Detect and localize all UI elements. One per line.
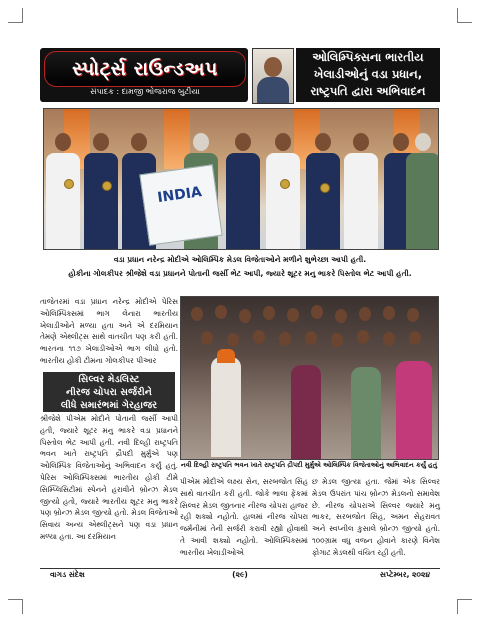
- editor-photo: [252, 48, 294, 104]
- headline-line-3: રાષ્ટ્રપતિ દ્વારા અભિવાદન: [310, 84, 426, 98]
- article-column-left-top: તાજેતરમાં વડા પ્રધાન નરેન્દ્ર મોદીએ પેરિસ ઓલિમ્પિક્સમાં ભાગ લેનારા ભારતીય ખેલાડીઓને મળ્યા હતા અને એ દરમિયાન તેમણે એથ્લીટ્સ સાથે વાતચીત પણ કરી હતી. ભારતના ૧૧૭ ખેલાડીઓએ ભાગ લીધો હતો. ભારતીય હોકી ટીમના ગોલકીપર પીઆર: [40, 297, 178, 365]
- mid-photo-president-with-athletes: [180, 296, 439, 460]
- crop-mark-bottom-left: [8, 599, 23, 614]
- crop-mark-bottom-right: [457, 599, 472, 614]
- mid-photo-caption: નવી દિલ્હી રાષ્ટ્રપતિ ભવન ખાતે રાષ્ટ્રપતિ દ્રૌપદી મુર્મુએ ઓલિમ્પિક વિજેતાઓનું અભિવાદન કર્યું હતું: [180, 461, 438, 469]
- headline-box: [296, 48, 440, 102]
- subheading-line-2: નીરજ ચોપરા સર્જરીને: [66, 387, 152, 398]
- subheading-line-1: સિલ્વર મેડલિસ્ટ: [78, 374, 140, 385]
- editor-credit: સંપાદક : દામજી ભોજરાજ બુટીયા: [90, 87, 200, 96]
- crop-mark-top-right: [457, 8, 472, 23]
- page-footer: [40, 570, 440, 582]
- india-jersey: INDIA: [139, 164, 222, 246]
- top-photo-pm-with-athletes: [43, 108, 439, 250]
- headline-line-2: ખેલાડીઓનું વડા પ્રધાન,: [313, 67, 423, 81]
- article-column-middle: પીએમ મોદીએ લક્ષ્ય સેન, સરબજોત સિંહ સાથે વાતચીત કરી હતી. જોકે ભાલા ફેંકમાં સિલ્વર મેડલ જીતનાર નીરજ ચોપરા હાજર રહી શક્યો નહોતો. હાલમાં નીરજ ચોપરા જર્મનીમાં તેની સર્જરી કરાવી રહ્યો હોવાથી તે આવી શક્યો નહોતો. ઓલિમ્પિક્સમાં ભારતીય ખેલાડીઓએ: [180, 477, 308, 557]
- page-number: (૨૯): [232, 570, 248, 579]
- crop-mark-top-left: [8, 8, 23, 23]
- masthead: [40, 46, 440, 104]
- headline-line-1: ઓલિમ્પિક્સના ભારતીય: [312, 50, 424, 64]
- subheading-line-3: લીધે સમારંભમાં ગેરહાજર: [60, 400, 158, 411]
- issue-date: સપ્ટેમ્બર, ૨૦૨૪: [379, 570, 430, 579]
- top-photo-caption: [40, 253, 440, 281]
- caption-line-2: હોકીના ગોલકીપર શ્રીજેશે વડા પ્રધાનને પોતાની જર્સી ભેટ આપી, જ્યારે શૂટર મનુ ભાકરે પિસ્તોલ ભેટ આપી હતી.: [68, 269, 412, 278]
- caption-line-1: વડા પ્રધાન નરેન્દ્ર મોદીએ ઓલિમ્પિક મેડલ વિજેતાઓને મળીને શુભેચ્છા આપી હતી.: [113, 255, 367, 264]
- section-banner: [40, 48, 248, 102]
- publication-name: વાગડ સંદેશ: [50, 570, 85, 579]
- footer-divider: [40, 568, 440, 569]
- section-title: સ્પોર્ટ્સ રાઉન્ડઅપ: [44, 51, 246, 87]
- article-column-right: છ મેડલ જીત્યા હતા. જેમાં એક સિલ્વર મેડલ ઉપરાંત પાંચ બ્રોન્ઝ મેડલનો સમાવેશ છે. નીરજ ચોપરાએ સિલ્વર જ્યારે મનુ ભાકર, સરબજોત સિંહ, અમન સેહરાવત અને સ્વપ્નીલ કુસાલે બ્રોન્ઝ જીત્યો હતો. ૧૦૦ગ્રામ વધુ વજન હોવાને કારણે વિનેશ ફોગાટ મેડલથી વંચિત રહી હતી.: [312, 477, 440, 557]
- subheading-box: [43, 372, 175, 412]
- article-column-left-bottom: શ્રીજેશે પીએમ મોદીને પોતાની જર્સી આપી હતી, જ્યારે શૂટર મનુ ભાકરે વડા પ્રધાનને પિસ્તોલ ભેટ આપી હતી. નવી દિલ્હી રાષ્ટ્રપતિ ભવન ખાતે રાષ્ટ્રપતિ દ્રૌપદી મુર્મુએ પણ ઓલિમ્પિક વિજેતાઓનું અભિવાદન કર્યું હતું. પેરિસ ઓલિમ્પિક્સમાં ભારતીય હોકી ટીમે સિમ્પ્લિસિટીમાં સ્પેનને હરાવીને બ્રોન્ઝ મેડલ જીત્યો હતો, જ્યારે ભારતીય શૂટર મનુ ભાકરે પણ બ્રોન્ઝ મેડલ જીત્યો હતો. મેડલ વિજેતાઓ સિવાય અન્ય એથ્લીટ્સને પણ વડા પ્રધાન મળ્યા હતા. આ દરમિયાન: [40, 414, 178, 541]
